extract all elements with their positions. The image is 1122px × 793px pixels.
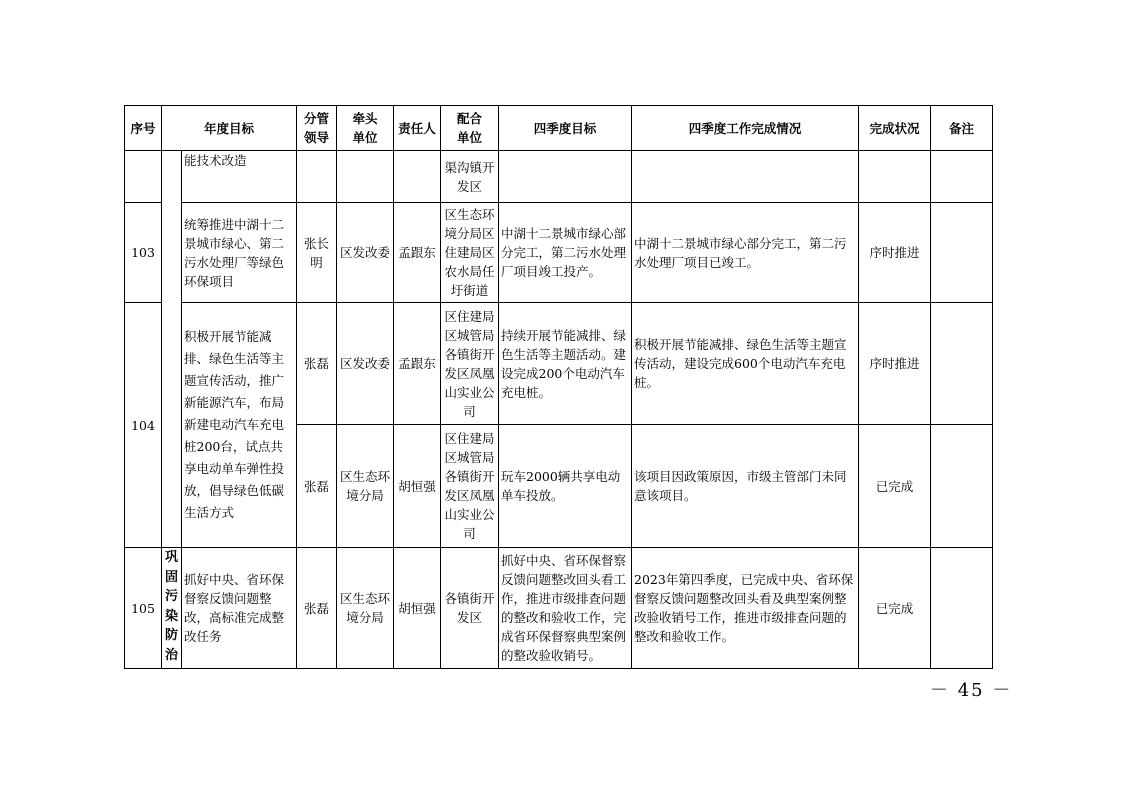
cell-status: 序时推进	[859, 203, 931, 303]
cell-owner: 胡恒强	[394, 425, 441, 548]
cell-coop: 各镇街开发区	[441, 548, 499, 669]
header-q4-goal: 四季度目标	[499, 106, 632, 151]
header-lead-unit: 牵头单位	[337, 106, 394, 151]
cell-leader	[297, 151, 337, 203]
cell-goal: 统筹推进中湖十二景城市绿心、第二污水处理厂等绿色环保项目	[182, 203, 297, 303]
table-row	[125, 548, 993, 669]
cell-q4-goal: 持续开展节能减排、绿色生活等主题活动。建设完成200个电动汽车充电桩。	[499, 303, 632, 425]
cell-remarks	[931, 303, 993, 425]
cell-leader: 张磊	[297, 548, 337, 669]
cell-seq	[125, 151, 162, 203]
cell-goal: 抓好中央、省环保督察反馈问题整改，高标准完成整改任务	[182, 548, 297, 669]
cell-progress: 中湖十二景城市绿心部分完工，第二污水处理厂项目已竣工。	[632, 203, 859, 303]
table-row	[125, 303, 993, 425]
cell-status	[859, 151, 931, 203]
cell-goal: 能技术改造	[182, 151, 297, 203]
header-status: 完成状况	[859, 106, 931, 151]
cell-coop: 区住建局区城管局各镇街开发区凤凰山实业公司	[441, 425, 499, 548]
cell-lead-unit: 区生态环境分局	[337, 548, 394, 669]
header-owner: 责任人	[394, 106, 441, 151]
cell-progress	[632, 151, 859, 203]
cell-seq: 104	[125, 303, 162, 548]
cell-progress: 2023年第四季度，已完成中央、省环保督察反馈问题整改回头看及典型案例整改验收销号工作，推进市级排查问题的整改和验收工作。	[632, 548, 859, 669]
table-row	[125, 203, 993, 303]
cell-category	[162, 151, 182, 548]
cell-q4-goal: 抓好中央、省环保督察反馈问题整改回头看工作，推进市级排查问题的整改和验收工作，完成省环保督察典型案例的整改验收销号。	[499, 548, 632, 669]
cell-owner: 胡恒强	[394, 548, 441, 669]
cell-remarks	[931, 548, 993, 669]
cell-lead-unit	[337, 151, 394, 203]
cell-q4-goal	[499, 151, 632, 203]
cell-lead-unit: 区发改委	[337, 303, 394, 425]
cell-progress: 该项目因政策原因，市级主管部门未同意该项目。	[632, 425, 859, 548]
cell-q4-goal: 中湖十二景城市绿心部分完工，第二污水处理厂项目竣工投产。	[499, 203, 632, 303]
cell-seq: 105	[125, 548, 162, 669]
cell-owner: 孟跟东	[394, 303, 441, 425]
cell-q4-goal: 玩车2000辆共享电动单车投放。	[499, 425, 632, 548]
work-progress-table	[124, 105, 993, 669]
cell-goal: 积极开展节能减排、绿色生活等主题宣传活动，推广新能源汽车，布局新建电动汽车充电桩200台，试点共享电动单车弹性投放，倡导绿色低碳生活方式	[182, 303, 297, 548]
cell-owner: 孟跟东	[394, 203, 441, 303]
cell-coop: 区生态环境分局区住建局区农水局任圩街道	[441, 203, 499, 303]
cell-progress: 积极开展节能减排、绿色生活等主题宣传活动，建设完成600个电动汽车充电桩。	[632, 303, 859, 425]
cell-remarks	[931, 203, 993, 303]
cell-remarks	[931, 151, 993, 203]
page-number: － 45 －	[930, 680, 1013, 701]
cell-coop: 区住建局区城管局各镇街开发区凤凰山实业公司	[441, 303, 499, 425]
cell-lead-unit: 区生态环境分局	[337, 425, 394, 548]
header-remarks: 备注	[931, 106, 993, 151]
cell-seq: 103	[125, 203, 162, 303]
header-seq: 序号	[125, 106, 162, 151]
cell-status: 已完成	[859, 548, 931, 669]
cell-owner	[394, 151, 441, 203]
cell-remarks	[931, 425, 993, 548]
header-row	[125, 106, 993, 151]
cell-leader: 张磊	[297, 425, 337, 548]
cell-status: 已完成	[859, 425, 931, 548]
cell-leader: 张长明	[297, 203, 337, 303]
cell-leader: 张磊	[297, 303, 337, 425]
header-coop-unit: 配合单位	[441, 106, 499, 151]
header-leader: 分管领导	[297, 106, 337, 151]
header-q4-progress: 四季度工作完成情况	[632, 106, 859, 151]
header-goal: 年度目标	[162, 106, 297, 151]
cell-category: 巩固污染防治	[162, 548, 182, 669]
cell-lead-unit: 区发改委	[337, 203, 394, 303]
cell-status: 序时推进	[859, 303, 931, 425]
table-row	[125, 151, 993, 203]
cell-coop: 渠沟镇开发区	[441, 151, 499, 203]
